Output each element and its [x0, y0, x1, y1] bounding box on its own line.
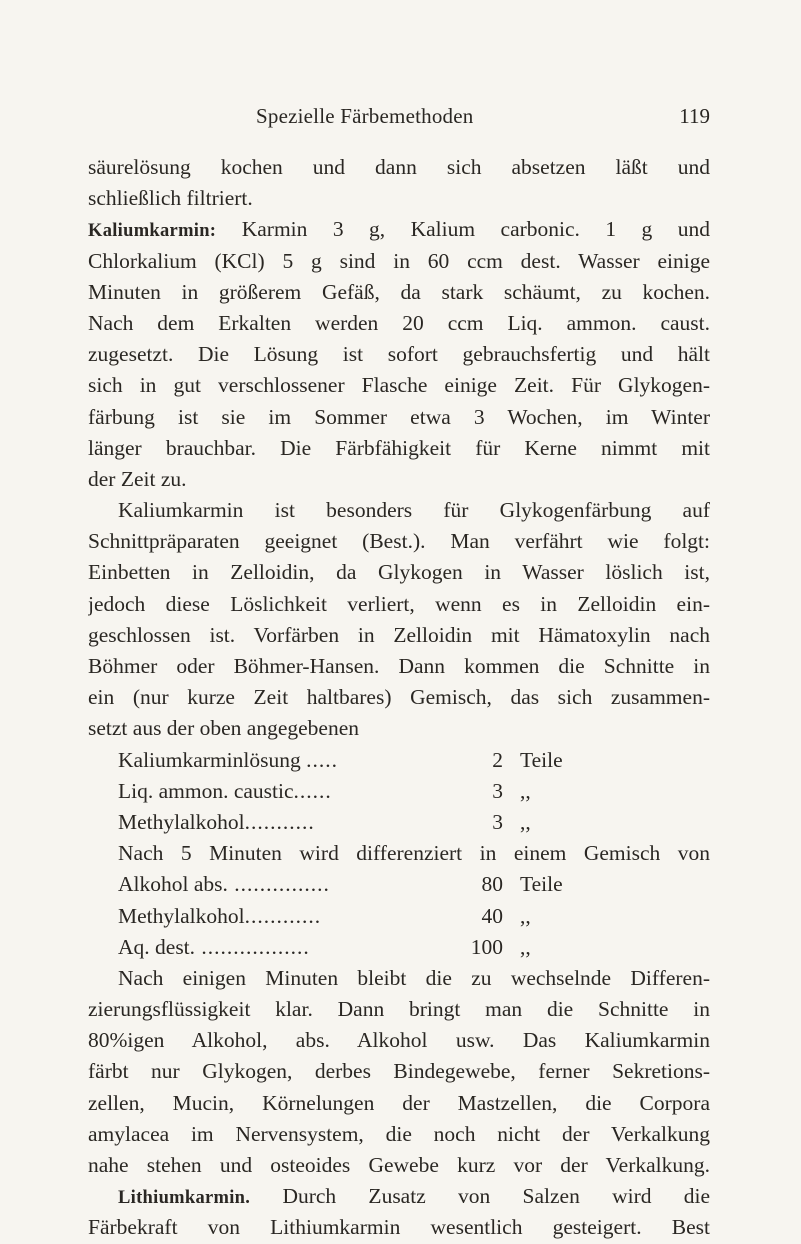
recipe-row — [88, 776, 710, 807]
leader-dots: ............... — [227, 872, 330, 897]
ingredient-unit: Teile — [520, 872, 563, 897]
text-line: amylacea im Nervensystem, die noch nicht der Verkalkung — [88, 1121, 710, 1146]
leader-dots: ................. — [195, 934, 310, 959]
text-line: Nach 5 Minuten wird differenziert in einem Gemisch von — [118, 841, 710, 866]
recipe-row — [88, 901, 710, 932]
text-fragment: Durch Zusatz von Salzen wird die — [282, 1184, 710, 1209]
text-line — [88, 214, 710, 245]
ingredient-quantity: 100 — [470, 934, 503, 959]
ingredient-quantity: 2 — [492, 747, 503, 772]
text-line — [88, 1181, 710, 1212]
text-line: länger brauchbar. Die Färbfähigkeit für Kerne nimmt mit — [88, 435, 710, 460]
text-line: Kaliumkarmin ist besonders für Glykogenfärbung auf — [118, 498, 710, 523]
text-line: Nach einigen Minuten bleibt die zu wechselnde Differen- — [118, 965, 710, 990]
ingredient-quantity: 3 — [492, 778, 503, 803]
recipe-row — [88, 745, 710, 776]
text-line: Nach dem Erkalten werden 20 ccm Liq. ammon. caust. — [88, 310, 710, 335]
text-line: setzt aus der oben angegebenen — [88, 716, 360, 741]
body-text — [88, 152, 710, 1244]
ingredient-quantity: 40 — [481, 903, 503, 928]
text-line: Einbetten in Zelloidin, da Glykogen in Wasser löslich ist, — [88, 560, 710, 585]
ingredient-name: Aq. dest. — [118, 934, 196, 959]
ingredient-unit: ,, — [520, 934, 531, 959]
running-title: Spezielle Färbemethoden — [256, 104, 474, 128]
ingredient-quantity: 80 — [481, 872, 503, 897]
text-line: Färbekraft von Lithiumkarmin wesentlich gesteigert. Best — [88, 1215, 710, 1240]
leader-dots: ...... — [293, 778, 332, 803]
recipe-row — [88, 932, 710, 963]
section-heading-lithiumkarmin: Lithiumkarmin. — [118, 1188, 251, 1209]
ingredient-unit: Teile — [520, 747, 563, 772]
text-line: Minuten in größerem Gefäß, da stark schäumt, zu kochen. — [88, 279, 710, 304]
leader-dots: ..... — [306, 747, 338, 772]
text-line: säurelösung kochen und dann sich absetzen läßt und — [88, 155, 710, 179]
text-line: färbt nur Glykogen, derbes Bindegewebe, ferner Sekretions- — [88, 1059, 710, 1084]
ingredient-unit: ,, — [520, 809, 531, 834]
ingredient-name: Kaliumkarminlösung — [118, 747, 301, 772]
text-line: zellen, Mucin, Körnelungen der Mastzellen, die Corpora — [88, 1090, 710, 1115]
ingredient-unit: ,, — [520, 903, 531, 928]
page-header — [88, 104, 710, 134]
ingredient-name: Liq. ammon. caustic — [118, 778, 294, 803]
text-line: jedoch diese Löslichkeit verliert, wenn es in Zelloidin ein- — [88, 591, 710, 616]
ingredient-name: Methylalkohol — [118, 903, 245, 928]
ingredient-name: Alkohol abs. — [118, 872, 228, 897]
ingredient-name: Methylalkohol — [118, 809, 245, 834]
text-line: der Zeit zu. — [88, 466, 187, 491]
leader-dots: ............ — [244, 903, 322, 928]
text-line: schließlich filtriert. — [88, 186, 253, 211]
text-line: nahe stehen und osteoides Gewebe kurz vor der Verkalkung. — [88, 1153, 710, 1177]
ingredient-quantity: 3 — [492, 809, 503, 834]
ingredient-unit: ,, — [520, 778, 531, 803]
leader-dots: ........... — [244, 809, 315, 834]
recipe-row — [88, 869, 710, 900]
text-line: Schnittpräparaten geeignet (Best.). Man verfährt wie folgt: — [88, 529, 710, 554]
text-line: geschlossen ist. Vorfärben in Zelloidin mit Hämatoxylin nach — [88, 622, 710, 647]
text-line: ein (nur kurze Zeit haltbares) Gemisch, das sich zusammen- — [88, 685, 710, 710]
text-line: zierungsflüssigkeit klar. Dann bringt man die Schnitte in — [88, 997, 710, 1022]
section-heading-kaliumkarmin: Kaliumkarmin: — [88, 221, 217, 242]
text-line: sich in gut verschlossener Flasche einige Zeit. Für Glykogen- — [88, 373, 710, 398]
text-line: färbung ist sie im Sommer etwa 3 Wochen, im Winter — [88, 404, 710, 429]
text-line: zugesetzt. Die Lösung ist sofort gebrauchsfertig und hält — [88, 342, 710, 367]
page-number: 119 — [679, 104, 710, 128]
text-line: Böhmer oder Böhmer-Hansen. Dann kommen die Schnitte in — [88, 654, 710, 678]
recipe-row — [88, 807, 710, 838]
text-fragment: Karmin 3 g, Kalium carbonic. 1 g und — [241, 217, 710, 242]
text-line: Chlorkalium (KCl) 5 g sind in 60 ccm dest. Wasser einige — [88, 248, 710, 273]
text-line: 80%igen Alkohol, abs. Alkohol usw. Das Kaliumkarmin — [88, 1028, 710, 1053]
